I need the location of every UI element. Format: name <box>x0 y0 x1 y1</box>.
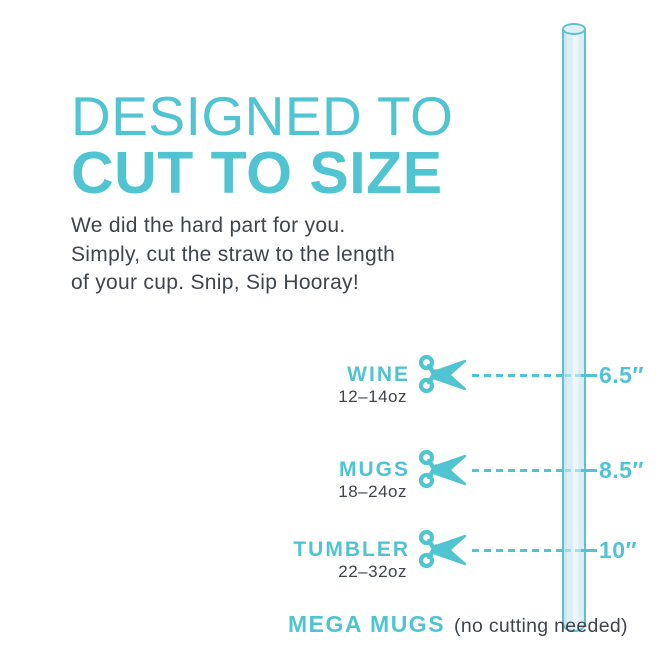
cut-guide-mugs-text <box>0 458 410 502</box>
description-line-3: of your cup. Snip, Sip Hooray! <box>71 271 359 294</box>
cut-guide-capacity: 22–32oz <box>338 562 407 581</box>
straw-graphic <box>562 29 586 632</box>
cut-guide-tumbler-text <box>0 538 410 582</box>
description-line-1: We did the hard part for you. <box>71 214 346 237</box>
cut-tick-mark <box>581 549 597 552</box>
scissors-icon <box>418 353 468 397</box>
straw-rim-opening <box>562 23 586 35</box>
cut-guide-label: WINE <box>347 363 410 386</box>
scissors-icon <box>418 528 468 572</box>
cut-guide-label: MUGS <box>339 458 410 481</box>
cut-dash-line <box>472 549 563 552</box>
length-label: 8.5″ <box>599 457 644 483</box>
mega-mugs-label: MEGA MUGS <box>288 611 446 637</box>
footer <box>288 611 628 638</box>
length-label: 6.5″ <box>599 362 644 388</box>
description-text <box>71 212 395 298</box>
title-line-2: CUT TO SIZE <box>71 140 443 206</box>
scissors-icon <box>418 448 468 492</box>
length-label: 10″ <box>599 537 638 563</box>
cut-tick-mark <box>581 469 597 472</box>
cut-guide-capacity: 18–24oz <box>338 482 407 501</box>
title-line-1: DESIGNED TO <box>71 85 454 147</box>
cut-tick-mark <box>581 374 597 377</box>
description-line-2: Simply, cut the straw to the length <box>71 242 396 266</box>
no-cutting-note: (no cutting needed) <box>454 615 628 637</box>
cut-guide-label: TUMBLER <box>293 538 410 561</box>
cut-dash-line <box>472 469 563 472</box>
cut-guide-capacity: 12–14oz <box>338 387 407 406</box>
cut-guide-wine-text <box>0 363 410 407</box>
cut-dash-line <box>472 374 563 377</box>
